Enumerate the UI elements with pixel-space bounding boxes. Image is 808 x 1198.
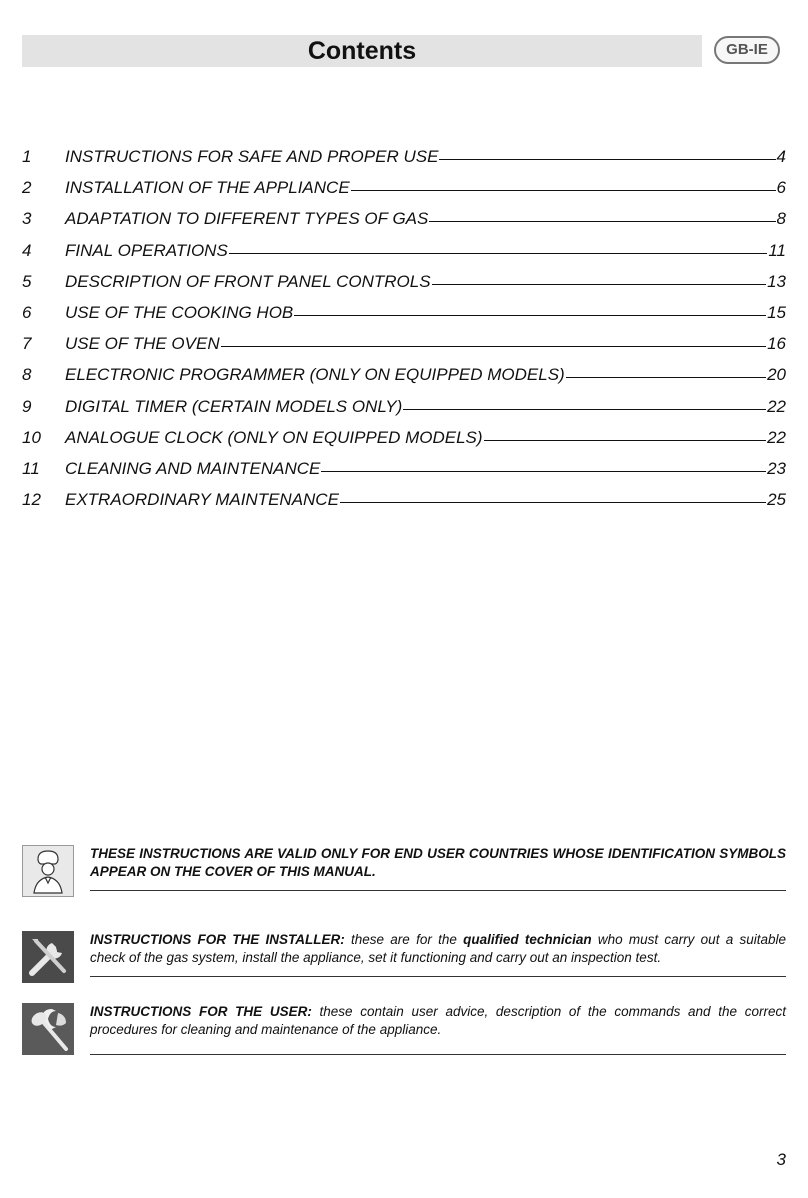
toc-leader [566,377,766,378]
toc-page: 4 [776,147,786,166]
toc-page: 13 [767,271,786,291]
toc-entry-6[interactable] [22,303,786,334]
toc-number: 8 [22,365,32,385]
toc-title: ADAPTATION TO DIFFERENT TYPES OF GAS [65,209,429,229]
toc-leader [321,471,766,472]
toc-page: 16 [767,334,786,354]
toc-number: 5 [22,271,32,291]
toc-title: INSTALLATION OF THE APPLIANCE [65,178,350,198]
toc-title: ELECTRONIC PROGRAMMER (ONLY ON EQUIPPED MODELS) [65,365,565,385]
toc-entry-9[interactable] [22,397,786,428]
toc-page: 22 [767,427,786,447]
toc-title: DIGITAL TIMER (CERTAIN MODELS ONLY) [65,396,403,416]
toc-leader [429,221,775,222]
toc-leader [351,190,776,191]
installer-text [90,931,786,977]
toc-title: CLEANING AND MAINTENANCE [65,458,321,478]
validity-text: THESE INSTRUCTIONS ARE VALID ONLY FOR END USER COUNTRIES WHOSE IDENTIFICATION SYMBOLS APPEAR ON THE COVER OF THIS MANUAL. [90,845,786,891]
toc-leader [439,159,775,160]
toc-entry-12[interactable] [22,490,786,521]
installer-strong: qualified technician [463,932,592,947]
toc-page: 20 [767,365,786,385]
toc-leader [484,440,767,441]
spoon-icon [22,1003,74,1055]
toc-title: FINAL OPERATIONS [65,240,228,260]
toc-leader [221,346,766,347]
toc-number: 6 [22,302,32,322]
toc-title: DESCRIPTION OF FRONT PANEL CONTROLS [65,271,431,291]
toc-title: EXTRAORDINARY MAINTENANCE [65,490,339,510]
toc-leader [340,502,766,503]
toc-page: 6 [776,178,786,198]
toc-number: 4 [22,240,32,260]
toc-entry-3[interactable] [22,209,786,240]
page-number: 3 [776,1150,786,1169]
toc-number: 12 [22,490,41,510]
toc-leader [229,253,768,254]
tools-icon [22,931,74,983]
toc-page: 22 [767,396,786,416]
toc-page: 8 [776,209,786,229]
toc-entry-10[interactable] [22,428,786,459]
title-bar [22,35,702,67]
toc-title: USE OF THE COOKING HOB [65,302,294,322]
toc-title: ANALOGUE CLOCK (ONLY ON EQUIPPED MODELS) [65,427,483,447]
user-lead: INSTRUCTIONS FOR THE USER: [90,1004,312,1019]
user-text [90,1003,786,1055]
toc-number: 1 [22,147,32,166]
toc-number: 2 [22,178,32,198]
toc-page: 15 [767,302,786,322]
toc-leader [294,315,766,316]
page-title: Contents [307,37,417,65]
toc-number: 3 [22,209,32,229]
toc-number: 10 [22,427,41,447]
toc-leader [403,409,766,410]
toc-number: 9 [22,396,32,416]
installer-lead: INSTRUCTIONS FOR THE INSTALLER: [90,932,345,947]
toc-page: 25 [767,490,786,510]
toc-title: USE OF THE OVEN [65,334,220,354]
toc-entry-2[interactable] [22,178,786,209]
toc-leader [432,284,767,285]
installer-text-1: these are for the [344,932,464,947]
toc-title: INSTRUCTIONS FOR SAFE AND PROPER USE [65,147,439,166]
toc-page: 11 [768,240,786,260]
user-text-1: these contain user advice, description of the commands and the correct procedures for cleaning and maintenance of the appliance. [90,1004,786,1037]
chef-icon [22,845,74,897]
toc-entry-1[interactable] [22,147,786,178]
table-of-contents [22,147,786,521]
toc-number: 7 [22,334,32,354]
toc-entry-5[interactable] [22,272,786,303]
toc-entry-11[interactable] [22,459,786,490]
toc-number: 11 [22,458,40,478]
toc-page: 23 [767,458,786,478]
toc-entry-4[interactable] [22,241,786,272]
language-badge: GB-IE [714,36,780,64]
toc-entry-8[interactable] [22,365,786,396]
toc-entry-7[interactable] [22,334,786,365]
installer-text-2: who must carry out a suitable check of the gas system, install the appliance, set it functioning and carry out an inspection test. [90,932,786,965]
